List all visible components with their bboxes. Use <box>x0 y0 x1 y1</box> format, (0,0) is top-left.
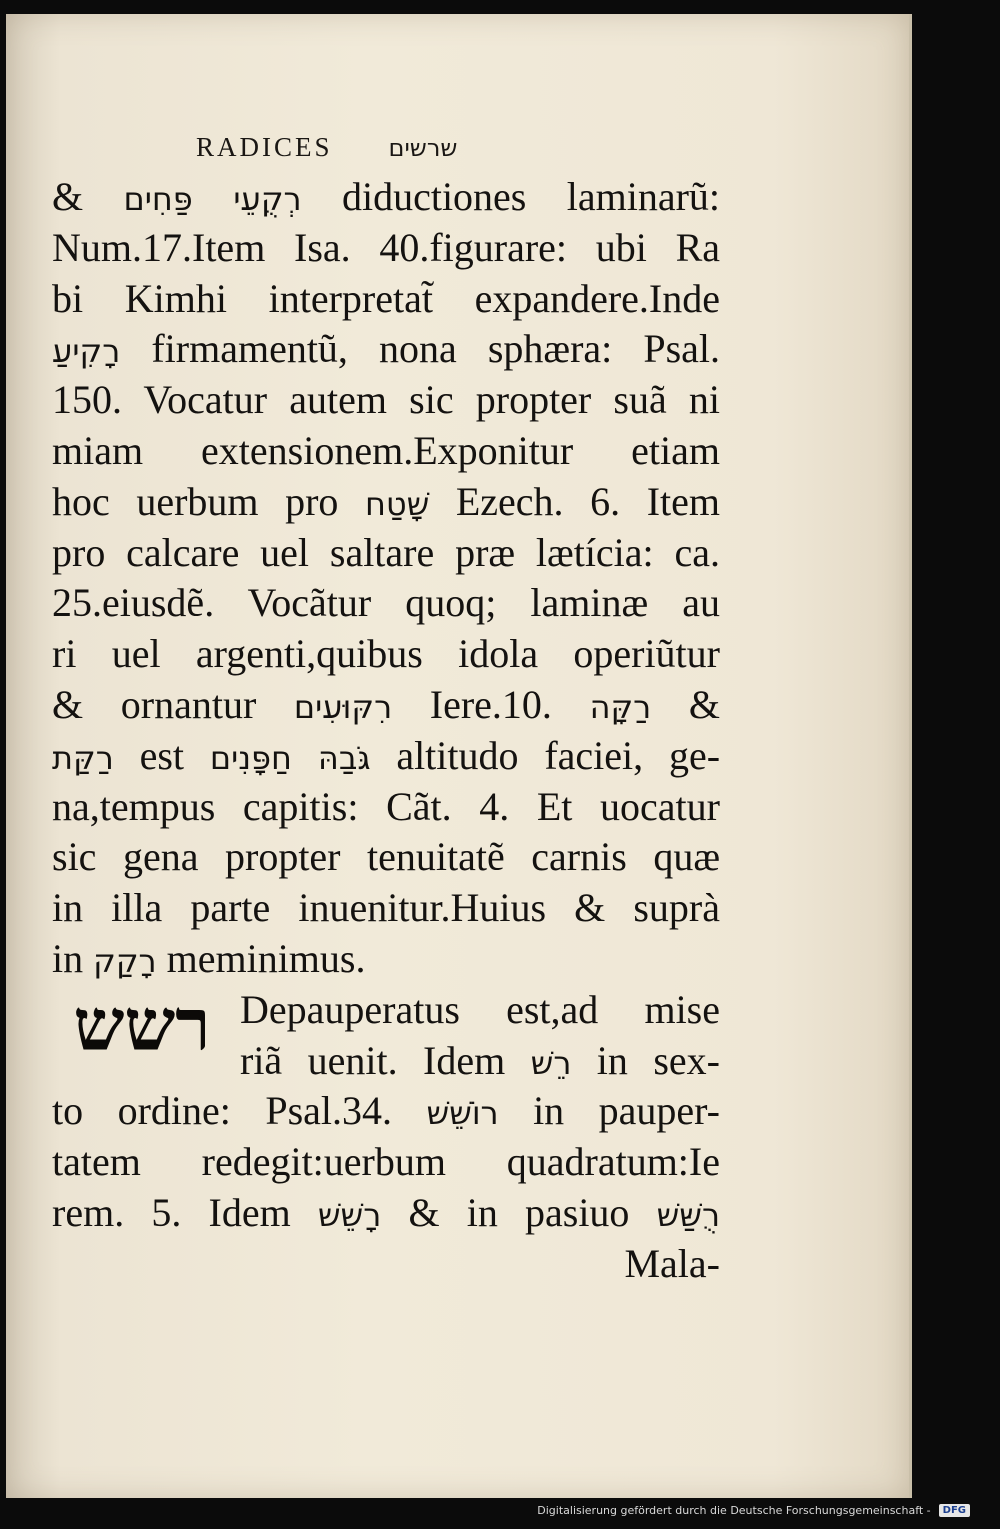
latin-text: pro calcare uel saltare præ lætícia: ca. <box>52 529 720 575</box>
text-line <box>52 1137 720 1188</box>
text-line <box>52 832 720 883</box>
hebrew-word: רַקַּת <box>52 738 114 777</box>
latin-text: Ezech. 6. Item <box>429 478 720 524</box>
latin-text: ri uel argenti,quibus idola operiũtur <box>52 631 720 677</box>
hebrew-word: רְקֻעֵי פַּחִים <box>123 180 302 218</box>
text-line <box>52 528 720 579</box>
latin-text: altitudo faciei, ge- <box>370 732 721 778</box>
text-line <box>52 375 720 426</box>
latin-text: sic gena propter tenuitatẽ carnis quæ <box>52 834 720 880</box>
text-line <box>52 324 720 375</box>
text-line <box>232 1036 720 1087</box>
hebrew-word: רֻשַּׁשׁ <box>656 1195 720 1234</box>
latin-text: & ornantur <box>52 681 294 727</box>
text-line <box>52 477 720 528</box>
hebrew-word: גֹּבַהּ חַפָּנִים <box>209 738 371 777</box>
latin-text: & <box>52 174 84 219</box>
text-line <box>52 1086 720 1137</box>
text-line <box>52 680 720 731</box>
latin-text: bi Kimhi interpretat̃ expandere.Inde <box>52 275 720 321</box>
latin-text: meminimus. <box>156 935 366 981</box>
latin-text: in pauper- <box>498 1088 720 1134</box>
latin-text: Depauperatus est,ad mise <box>240 986 720 1032</box>
text-line <box>52 629 720 680</box>
latin-text: tatem redegit:uerbum quadratum:Ie <box>52 1139 720 1185</box>
latin-text: & <box>651 681 720 727</box>
latin-text: 150. Vocatur autem sic propter suã ni <box>52 377 720 423</box>
hebrew-word: רָשֵׁשׁ <box>317 1195 382 1234</box>
latin-text: in <box>52 935 94 981</box>
latin-text <box>83 174 123 219</box>
running-head-latin: RADICES <box>196 132 333 162</box>
hebrew-word: רִקּוּעִים <box>293 687 393 726</box>
hebrew-word: רוֹשֵׁשׁ <box>426 1094 499 1133</box>
latin-text: & in pasiuo <box>381 1189 657 1235</box>
text-line <box>52 782 720 833</box>
text-line <box>52 1188 720 1239</box>
latin-text: riã uenit. Idem <box>240 1037 531 1083</box>
text-line <box>52 274 720 325</box>
latin-text: to ordine: Psal.34. <box>52 1088 427 1134</box>
dfg-logo: DFG <box>939 1504 970 1517</box>
latin-text: Iere.10. <box>392 681 590 727</box>
hebrew-word: רֵשׁ <box>530 1043 572 1082</box>
text-line <box>232 985 720 1036</box>
text-line <box>52 172 720 223</box>
text-lines-after <box>52 1086 720 1238</box>
drop-cap-lines <box>232 985 720 1087</box>
latin-text: Num.17.Item Isa. 40.figurare: ubi Ra <box>52 224 720 270</box>
latin-text: rem. 5. Idem <box>52 1189 318 1235</box>
text-line <box>52 578 720 629</box>
text-line <box>52 883 720 934</box>
hebrew-word: רַקָּה <box>589 687 652 726</box>
hebrew-word: שָׁטַח <box>364 484 430 523</box>
credit-text: Digitalisierung gefördert durch die Deutsche Forschungsgemeinschaft - <box>537 1503 931 1517</box>
latin-text: na,tempus capitis: Cãt. 4. Et uocatur <box>52 783 720 829</box>
paper-page <box>6 14 912 1498</box>
hebrew-drop-cap: רשש <box>73 981 211 1067</box>
digitization-credit <box>537 1499 970 1521</box>
running-head-hebrew: שרשים <box>388 134 458 162</box>
latin-text: 25.eiusdẽ. Vocãtur quoq; laminæ au <box>52 580 720 626</box>
latin-text: in illa parte inuenitur.Huius & suprà <box>52 885 720 931</box>
text-line <box>52 426 720 477</box>
latin-text: in sex- <box>571 1037 720 1083</box>
latin-text: miam extensionem.Exponitur etiam <box>52 427 720 473</box>
hebrew-word: רָקִיעַ <box>52 332 121 371</box>
latin-text: firmamentũ, nona sphæra: Psal. <box>120 326 720 372</box>
text-lines <box>52 172 720 985</box>
latin-text: diductiones laminarũ: <box>301 174 721 219</box>
entry-with-drop-cap <box>52 981 720 1087</box>
catchword: Mala- <box>624 1240 720 1286</box>
running-head <box>196 132 556 172</box>
latin-text: est <box>113 732 210 778</box>
latin-text: hoc uerbum pro <box>52 478 365 524</box>
text-line <box>52 731 720 782</box>
text-line <box>52 223 720 274</box>
text-line <box>52 934 720 985</box>
main-text <box>52 172 720 1290</box>
hebrew-word: רָקַק <box>93 941 157 980</box>
